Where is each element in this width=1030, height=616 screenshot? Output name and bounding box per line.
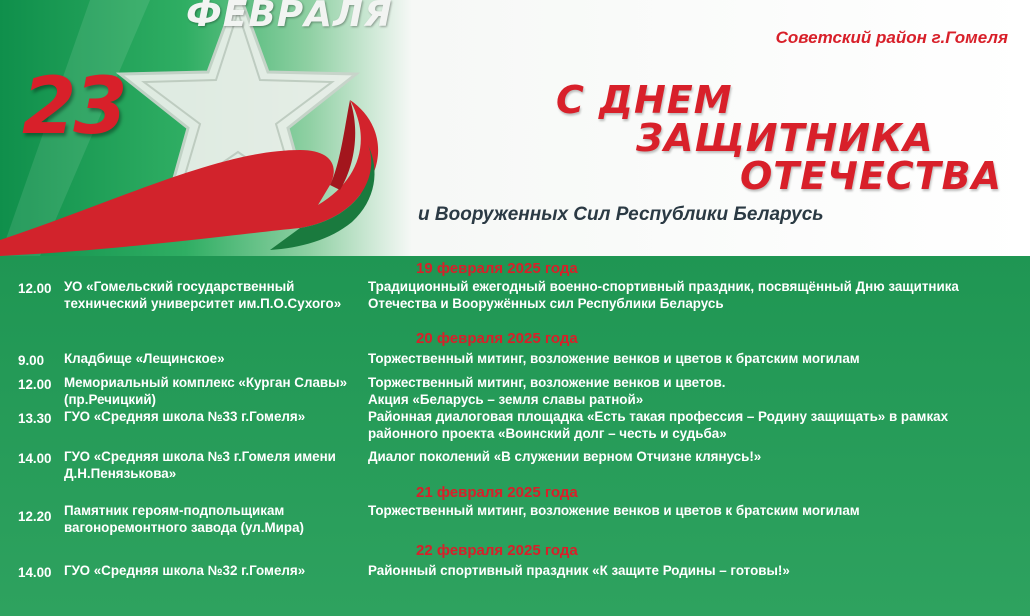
headline-line-1: С ДНЕМ xyxy=(556,78,733,122)
date-heading: 21 февраля 2025 года xyxy=(416,484,578,501)
event-place: Памятник героям-подпольщикам вагоноремонтного завода (ул.Мира) xyxy=(64,503,305,535)
date-heading: 20 февраля 2025 года xyxy=(416,330,578,347)
event-description xyxy=(368,408,1018,442)
headline-subtitle: и Вооруженных Сил Республики Беларусь xyxy=(418,204,824,225)
event-time: 12.00 xyxy=(18,377,52,392)
event-time: 14.00 xyxy=(18,451,52,466)
event-description xyxy=(368,278,1018,312)
event-description-line: Районный спортивный праздник «К защите Родины – готовы!» xyxy=(368,563,790,578)
event-description-line: Акция «Беларусь – земля славы ратной» xyxy=(368,392,644,407)
event-description-line: Традиционный ежегодный военно-спортивный праздник, посвящённый Дню защитника Отечества и Вооружённых сил Республики Беларусь xyxy=(368,279,959,311)
event-place: ГУО «Средняя школа №32 г.Гомеля» xyxy=(64,563,306,578)
event-time: 9.00 xyxy=(18,353,45,368)
event-description xyxy=(368,448,1018,465)
day-number: 23 xyxy=(22,62,125,152)
date-heading: 22 февраля 2025 года xyxy=(416,542,578,559)
month-label: ФЕВРАЛЯ xyxy=(186,0,393,35)
headline-line-2: ЗАЩИТНИКА xyxy=(636,116,934,160)
event-time: 12.00 xyxy=(18,281,52,296)
district-title: Советский район г.Гомеля xyxy=(775,28,1008,47)
event-description xyxy=(368,374,1018,408)
event-time: 13.30 xyxy=(18,411,52,426)
event-description-line: Торжественный митинг, возложение венков и цветов к братским могилам xyxy=(368,351,860,366)
event-place: УО «Гомельский государственный технический университет им.П.О.Сухого» xyxy=(64,279,342,311)
event-description-line: Торжественный митинг, возложение венков и цветов. xyxy=(368,375,726,390)
headline-line-3: ОТЕЧЕСТВА xyxy=(740,154,1003,198)
event-description-line: Диалог поколений «В служении верном Отчизне клянусь!» xyxy=(368,449,762,464)
event-description-line: Торжественный митинг, возложение венков и цветов к братским могилам xyxy=(368,503,860,518)
event-time: 14.00 xyxy=(18,565,52,580)
event-schedule xyxy=(0,256,1030,616)
event-place: Мемориальный комплекс «Курган Славы» (пр.Речицкий) xyxy=(64,375,348,407)
event-place: ГУО «Средняя школа №33 г.Гомеля» xyxy=(64,409,306,424)
event-place: Кладбище «Лещинское» xyxy=(64,351,225,366)
date-heading: 19 февраля 2025 года xyxy=(416,260,578,277)
event-time: 12.20 xyxy=(18,509,52,524)
event-description xyxy=(368,562,1018,579)
event-description xyxy=(368,350,1018,367)
event-description-line: Районная диалоговая площадка «Есть такая профессия – Родину защищать» в рамках районного проекта «Воинский долг – честь и судьба» xyxy=(368,409,949,441)
event-description xyxy=(368,502,1018,519)
event-place: ГУО «Средняя школа №3 г.Гомеля имени Д.Н.Пенязькова» xyxy=(64,449,336,481)
holiday-banner xyxy=(0,0,1030,256)
